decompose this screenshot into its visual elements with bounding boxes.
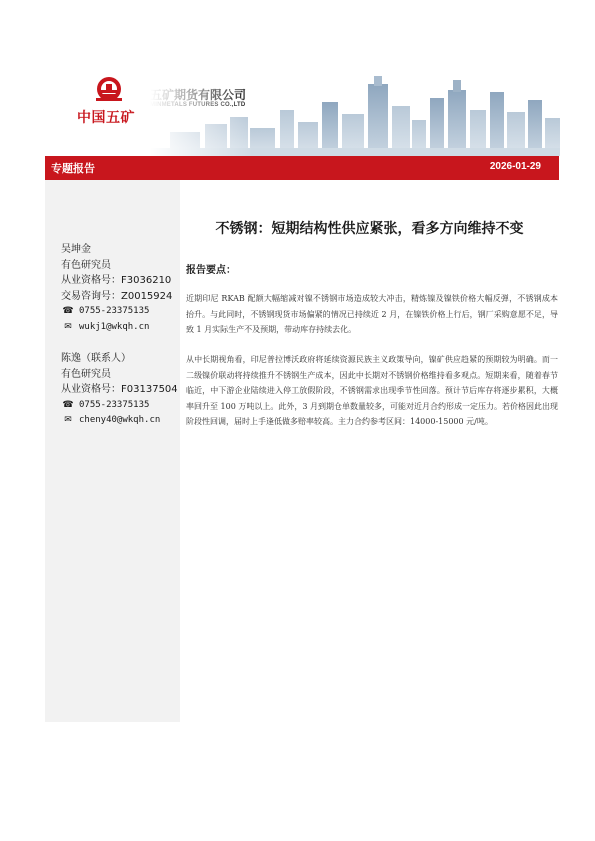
analyst-email-row: [61, 413, 178, 429]
analyst-name: 陈逸（联系人）: [61, 353, 131, 364]
analyst-phone: 0755-23375135: [79, 306, 150, 316]
analyst-license: 从业资格号：F03137504: [61, 384, 178, 395]
logo-text: 中国五矿: [77, 110, 135, 126]
analyst-phone-row: [61, 398, 178, 414]
analyst-trading-license: 交易咨询号：Z0015924: [61, 290, 173, 302]
phone-icon: ☎: [62, 399, 74, 410]
report-title: 不锈钢：短期结构性供应紧张，看多方向维持不变: [215, 221, 524, 237]
analyst-role: 有色研究员: [61, 259, 111, 271]
analyst-card: [61, 351, 178, 429]
analyst-card: [61, 242, 172, 335]
report-header: [0, 0, 595, 155]
analyst-phone-row: [61, 304, 172, 320]
analyst-email[interactable]: cheny40@wkqh.cn: [79, 415, 161, 425]
report-type-label: 专题报告: [51, 162, 95, 175]
report-date: 2026-01-29: [489, 161, 541, 172]
analyst-email[interactable]: wukj1@wkqh.cn: [79, 321, 150, 332]
analyst-email-row: [61, 320, 172, 336]
minmetals-emblem-icon: [93, 76, 125, 106]
key-point-paragraph: 从中长期视角看，印尼普拉博沃政府将延续资源民族主义政策导向，镍矿供应趋紧的预期较为明确。而一二级镍价联动将持续推升不锈钢生产成本，因此中长期对不锈钢价格维持看多观点。短期来看，随着春节临近，中下游企业陆续进入停工放假阶段，不锈钢需求出现季节性回落。预计节后库存将逐步累积，大概率回升至 100 万吨以上。此外，3 月到期仓单数量较多，可能对近月合约形成一定压力。若价格因此出现阶段性回调，届时上手逢低做多赔率较高。主力合约参考区间：14000-15000 元/吨。: [186, 355, 558, 426]
key-points-heading: 报告要点：: [186, 265, 236, 276]
analyst-role: 有色研究员: [61, 368, 111, 380]
analyst-sidebar: [45, 180, 180, 722]
analyst-license: 从业资格号：F3036210: [61, 275, 172, 286]
analyst-name: 吴坤金: [61, 244, 91, 255]
envelope-icon: ✉: [64, 321, 72, 332]
city-skyline-image: [150, 62, 560, 156]
analyst-phone: 0755-23375135: [79, 399, 150, 410]
report-type-bar: [45, 156, 559, 180]
phone-icon: ☎: [62, 306, 74, 316]
key-point-paragraph: 近期印尼 RKAB 配额大幅缩减对镍不锈钢市场造成较大冲击，精炼镍及镍铁价格大幅反弹，不锈钢成本抬升。与此同时，不锈钢现货市场偏紧的情况已持续近 2 月，在镍铁价格上行后，钢厂采购意愿不足，导致 1 月实际生产不及预期，带动库存持续去化。: [186, 294, 558, 334]
envelope-icon: ✉: [64, 415, 72, 425]
